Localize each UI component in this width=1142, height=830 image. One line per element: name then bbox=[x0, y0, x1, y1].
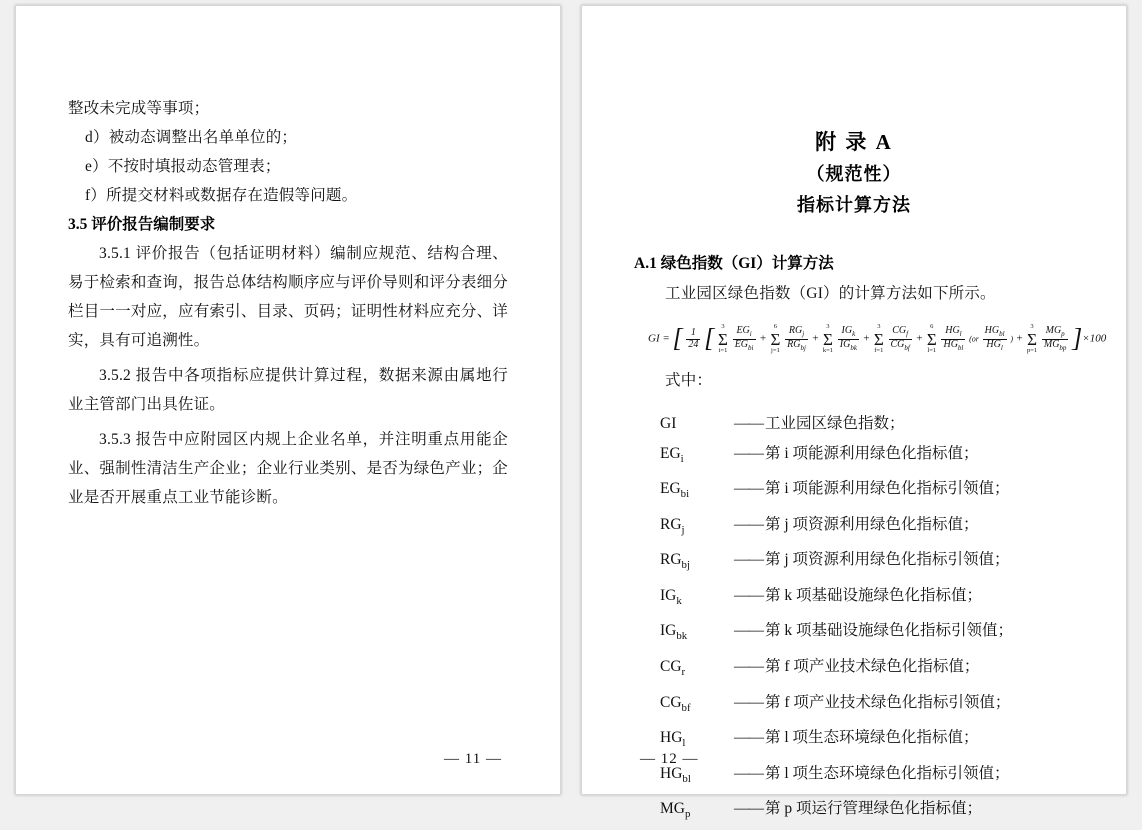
definition-dash: —— bbox=[734, 729, 763, 747]
page-number-right: — 12 — bbox=[640, 751, 699, 767]
summation: 3 Σ f=1 bbox=[873, 323, 884, 354]
definition-symbol: $HG_{bl}$ bbox=[660, 764, 691, 785]
definition-row bbox=[634, 409, 1074, 439]
definition-text: 第 f 项产业技术绿色化指标值； bbox=[765, 658, 980, 676]
spacer bbox=[634, 94, 1074, 126]
definition-row bbox=[634, 474, 1074, 510]
definition-text: 第 k 项基础设施绿色化指标值； bbox=[765, 586, 983, 604]
definition-dash: —— bbox=[734, 800, 763, 818]
summation: 6 Σ l=1 bbox=[926, 323, 937, 354]
definition-text: 第 i 项能源利用绿色化指标值； bbox=[765, 444, 979, 462]
definition-row bbox=[634, 510, 1074, 546]
where-label: 式中： bbox=[665, 372, 713, 389]
page-left-content bbox=[16, 6, 560, 794]
definition-dash: —— bbox=[734, 551, 763, 569]
definition-row bbox=[634, 688, 1074, 724]
formula-gi bbox=[634, 323, 1107, 354]
summation: 3 Σ k=1 bbox=[822, 323, 833, 354]
definition-symbol: $IG_{bk}$ bbox=[660, 622, 688, 643]
definition-row bbox=[634, 794, 1074, 830]
definition-row bbox=[634, 652, 1074, 688]
formula-expression: GI = [ $\frac{1}{24}$ [ 3 Σ i=1 $\frac{EG_i}{EG_{bi}}$ + 6 Σ j=1 $\frac{RG_j}{RG_{bj}}$ + 3 Σ k=1 $\frac{IG_k}{IG_{bk}}$ + 3 Σ f=1 $\frac{CG_f}{CG_{bf}}$ + 6 Σ l=1 $\frac{HG_l}{HG_{bl}}$ (or $\frac{HG_{bl}}{HG_l}$ ) + 3 Σ p=1 $\frac{MG_p}{MG_{bp}}$ ]×100 bbox=[648, 323, 1107, 354]
definition-text: 第 k 项基础设施绿色化指标引领值； bbox=[765, 622, 1014, 640]
list-item: d）被动态调整出名单单位的； bbox=[85, 129, 298, 146]
definition-symbol: $EG_{bi}$ bbox=[660, 480, 690, 501]
appendix-subtitle-normative: （规范性） bbox=[806, 164, 902, 184]
fraction: $\frac{1}{24}$ bbox=[688, 327, 699, 350]
definition-text: 第 j 项资源利用绿色化指标引领值； bbox=[765, 551, 1010, 569]
list-item: e）不按时填报动态管理表； bbox=[85, 158, 281, 175]
definition-dash: —— bbox=[734, 622, 763, 640]
definition-symbol: $CG_r$ bbox=[660, 658, 686, 679]
section-intro: 工业园区绿色指数（GI）的计算方法如下所示。 bbox=[665, 285, 996, 302]
definition-row bbox=[634, 759, 1074, 795]
definition-dash: —— bbox=[734, 515, 763, 533]
definition-text: 工业园区绿色指数； bbox=[765, 415, 905, 432]
definition-symbol: $IG_k$ bbox=[660, 586, 682, 607]
page-number-left: — 11 — bbox=[444, 751, 502, 767]
paragraph: 整改未完成等事项； bbox=[68, 100, 210, 117]
definition-text: 第 l 项生态环境绿色化指标引领值； bbox=[765, 764, 1010, 782]
definition-symbol: GI bbox=[660, 415, 677, 432]
definition-dash: —— bbox=[734, 480, 763, 498]
section-heading: 3.5 评价报告编制要求 bbox=[68, 216, 216, 233]
page-left bbox=[15, 5, 561, 795]
page-right bbox=[581, 5, 1127, 821]
summation: 3 Σ p=1 bbox=[1026, 323, 1038, 354]
definition-dash: —— bbox=[734, 658, 763, 676]
definition-dash: —— bbox=[734, 415, 763, 432]
definition-text: 第 p 项运行管理绿色化指标值； bbox=[765, 800, 983, 818]
definition-row bbox=[634, 545, 1074, 581]
definition-dash: —— bbox=[734, 693, 763, 711]
definition-row bbox=[634, 439, 1074, 475]
definition-symbol: $EG_i$ bbox=[660, 444, 684, 465]
definition-row bbox=[634, 723, 1074, 759]
definition-symbol: $CG_{bf}$ bbox=[660, 693, 691, 714]
definition-row bbox=[634, 581, 1074, 617]
definition-symbol: $RG_{bj}$ bbox=[660, 551, 690, 572]
definition-dash: —— bbox=[734, 586, 763, 604]
section-heading-a1: A.1 绿色指数（GI）计算方法 bbox=[634, 255, 834, 272]
appendix-title: 附 录 A bbox=[815, 130, 893, 154]
definition-text: 第 j 项资源利用绿色化指标值； bbox=[765, 515, 979, 533]
definition-row bbox=[634, 616, 1074, 652]
definition-symbol: $MG_p$ bbox=[660, 800, 691, 821]
summation: 3 Σ i=1 bbox=[718, 323, 728, 354]
symbol-definition-list bbox=[634, 409, 1074, 830]
paragraph: 3.5.3 报告中应附园区内规上企业名单，并注明重点用能企业、强制性清洁生产企业；企业行业类别、是否为绿色产业；企业是否开展重点工业节能诊断。 bbox=[68, 431, 508, 506]
spacer bbox=[634, 221, 1074, 249]
summation: 6 Σ j=1 bbox=[770, 323, 781, 354]
definition-text: 第 f 项产业技术绿色化指标引领值； bbox=[765, 693, 1011, 711]
definition-dash: —— bbox=[734, 764, 763, 782]
paragraph: 3.5.1 评价报告（包括证明材料）编制应规范、结构合理、易于检索和查询，报告总体结构顺序应与评价导则和评分表细分栏目一一对应，应有索引、目录、页码；证明性材料应充分、详实，具有可追溯性。 bbox=[68, 245, 508, 349]
definition-symbol: $HG_l$ bbox=[660, 729, 686, 750]
definition-symbol: $RG_j$ bbox=[660, 515, 685, 536]
page-right-content bbox=[582, 6, 1126, 821]
appendix-subtitle-method: 指标计算方法 bbox=[797, 195, 911, 215]
definition-dash: —— bbox=[734, 444, 763, 462]
list-item: f）所提交材料或数据存在造假等问题。 bbox=[85, 187, 358, 204]
definition-text: 第 i 项能源利用绿色化指标引领值； bbox=[765, 480, 1010, 498]
definition-text: 第 l 项生态环境绿色化指标值； bbox=[765, 729, 979, 747]
paragraph: 3.5.2 报告中各项指标应提供计算过程，数据来源由属地行业主管部门出具佐证。 bbox=[68, 367, 508, 413]
